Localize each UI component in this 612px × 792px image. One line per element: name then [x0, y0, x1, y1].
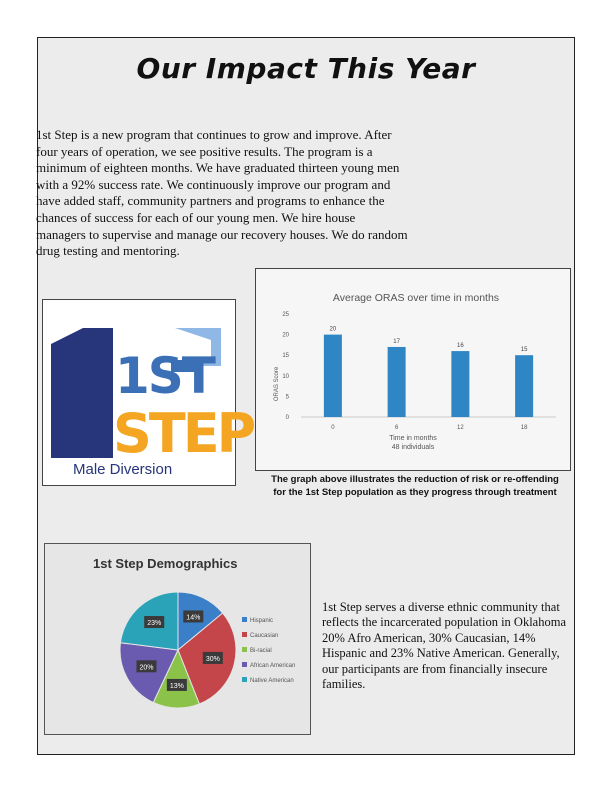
demographics-pie-chart: [44, 543, 311, 735]
pie-data-label: 23%: [147, 620, 162, 628]
y-tick-label: 0: [285, 415, 289, 421]
bar-chart-svg: [256, 269, 570, 470]
logo-one-shape: [51, 328, 113, 458]
bar: [388, 347, 406, 417]
legend-entry: Caucasian: [250, 633, 279, 639]
bar-chart-title: Average ORAS over time in months: [332, 292, 500, 304]
x-tick-label: 6: [394, 425, 399, 431]
bar: [324, 335, 342, 417]
legend-entry: Hispanic: [250, 618, 274, 624]
logo-subtitle: Male Diversion: [73, 461, 173, 478]
bar: [451, 351, 469, 417]
x-tick-label: 0: [331, 425, 335, 431]
legend-swatch: [242, 677, 247, 682]
logo-bottom-text: STEP: [113, 402, 254, 465]
logo-graphic: [43, 300, 254, 485]
y-tick-label: 10: [282, 373, 289, 380]
y-tick-label: 25: [282, 312, 289, 318]
chart-caption: The graph above illustrates the reduction of risk or re-offending for the 1st Step population as they progress through treatment: [271, 474, 559, 498]
legend-entry: Bi-racial: [250, 648, 272, 654]
demographics-paragraph: 1st Step serves a diverse ethnic community that reflects the incarcerated population in Oklahoma 20% Afro American, 30% Caucasian, 14% Hispanic and 23% Native American. Generally, our participants are from financially insecure families.: [322, 600, 566, 692]
logo-top-text: 1ST: [115, 347, 214, 405]
legend-swatch: [242, 662, 247, 667]
bar-data-label: 20: [329, 326, 337, 333]
pie-chart-svg: [45, 544, 310, 734]
y-tick-label: 15: [282, 353, 289, 360]
bar-data-label: 16: [457, 343, 464, 350]
legend-entry: Native American: [250, 678, 294, 684]
legend-entry: African American: [250, 663, 296, 669]
pie-data-label: 13%: [169, 682, 184, 690]
y-tick-label: 5: [285, 394, 289, 401]
bar-data-label: 17: [393, 338, 400, 345]
pie-chart-title: 1st Step Demographics: [93, 556, 238, 571]
bar-chart-ylabel: ORAS Score: [274, 366, 280, 402]
legend-swatch: [242, 632, 247, 637]
intro-paragraph: 1st Step is a new program that continues to grow and improve. After four years of operation, we see positive results. The program is a minimum of eighteen months. We have graduated thirteen young men with a 92% success rate. We continuously improve our program and have added staff, community partners and programs to enhance the chances of success for each of our young men. We hire house managers to supervise and manage our recovery houses. We do random drug testing and mentoring.: [36, 127, 408, 259]
x-tick-label: 18: [520, 425, 528, 431]
legend-swatch: [242, 647, 247, 652]
oras-bar-chart: [255, 268, 571, 471]
page-title: Our Impact This Year: [136, 52, 476, 85]
bar-chart-xlabel-2: 48 individuals: [391, 444, 435, 451]
bar: [515, 355, 533, 417]
pie-data-label: 14%: [186, 614, 201, 622]
x-tick-label: 12: [457, 425, 464, 431]
y-tick-label: 20: [282, 332, 289, 339]
pie-data-label: 30%: [205, 655, 220, 663]
bar-data-label: 15: [520, 347, 528, 354]
bar-chart-xlabel: Time in months: [389, 435, 437, 442]
legend-swatch: [242, 617, 247, 622]
program-logo: [42, 299, 254, 486]
pie-data-label: 20%: [139, 664, 154, 672]
